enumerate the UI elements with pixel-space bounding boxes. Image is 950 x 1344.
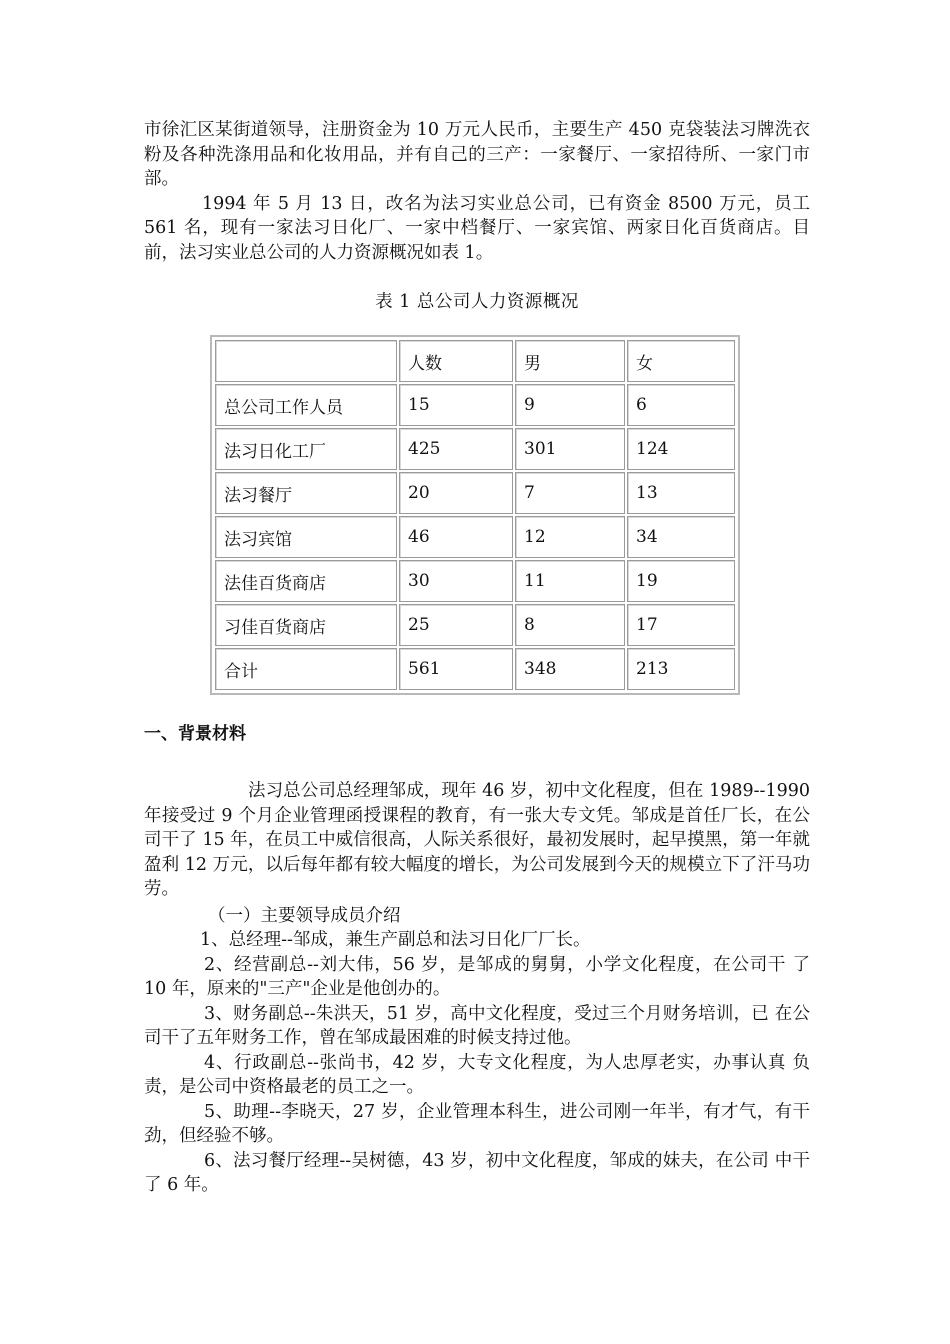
header-cell: 人数 [399, 340, 513, 382]
table-cell: 11 [515, 560, 625, 602]
table-cell: 15 [399, 384, 513, 426]
table-row [215, 428, 735, 470]
table-cell: 法习日化工厂 [215, 428, 397, 470]
intro-paragraph: 市徐汇区某街道领导，注册资金为 10 万元人民币，主要生产 450 克袋装法习牌洗衣粉及各种洗涤用品和化妆用品，并有自己的三产：一家餐厅、一家招待所、一家门市部。 [144, 120, 810, 189]
table-row [215, 604, 735, 646]
header-cell: 女 [627, 340, 735, 382]
hr-table [213, 338, 737, 692]
table-cell: 合计 [215, 648, 397, 690]
table-row [215, 516, 735, 558]
table-cell: 9 [515, 384, 625, 426]
table-cell: 301 [515, 428, 625, 470]
table-cell: 25 [399, 604, 513, 646]
table-caption: 表 1 总公司人力资源概况 [375, 292, 579, 312]
header-cell: 男 [515, 340, 625, 382]
list-item: 2、经营副总--刘大伟，56 岁，是邹成的舅舅，小学文化程度，在公司干 了 10 年，原来的"三产"企业是他创办的。 [144, 954, 810, 999]
table-cell: 46 [399, 516, 513, 558]
table-cell: 124 [627, 428, 735, 470]
background-paragraph: 法习总公司总经理邹成，现年 46 岁，初中文化程度，但在 1989--1990 年接受过 9 个月企业管理函授课程的教育，有一张大专文凭。邹成是首任厂长，在公司干了 15 年，在员工中威信很高，人际关系很好，最初发展时，起早摸黑，第一年就盈利 12 万元，以后每年都有较大幅度的增长，为公司发展到今天的规模立下了汗马功劳。 [144, 781, 810, 899]
list-item: 4、行政副总--张尚书，42 岁，大专文化程度，为人忠厚老实，办事认真 负责，是公司中资格最老的员工之一。 [144, 1052, 810, 1097]
document-page [144, 118, 810, 1198]
table-cell: 习佳百货商店 [215, 604, 397, 646]
table-cell: 12 [515, 516, 625, 558]
table-row [215, 560, 735, 602]
table-cell: 213 [627, 648, 735, 690]
table-cell: 19 [627, 560, 735, 602]
intro-paragraph: 1994 年 5 月 13 日，改名为法习实业总公司，已有资金 8500 万元，员工 561 名，现有一家法习日化厂、一家中档餐厅、一家宾馆、两家日化百货商店。目前，法习实业总公司的人力资源概况如表 1。 [144, 193, 810, 263]
table-cell: 6 [627, 384, 735, 426]
subheading: （一）主要领导成员介绍 [208, 905, 401, 926]
table-total-row [215, 648, 735, 690]
table-cell: 13 [627, 472, 735, 514]
table-cell: 425 [399, 428, 513, 470]
table-cell: 7 [515, 472, 625, 514]
list-item: 6、法习餐厅经理--吴树德，43 岁，初中文化程度，邹成的妹夫，在公司 中干了 6 年。 [144, 1150, 810, 1195]
table-cell: 法习餐厅 [215, 472, 397, 514]
hr-table-frame [210, 335, 740, 695]
section-heading: 一、背景材料 [144, 724, 246, 744]
table-cell: 30 [399, 560, 513, 602]
table-cell: 561 [399, 648, 513, 690]
header-cell [215, 340, 397, 382]
table-cell: 17 [627, 604, 735, 646]
table-row [215, 384, 735, 426]
list-item: 1、总经理--邹成，兼生产副总和法习日化厂厂长。 [200, 930, 591, 950]
table-cell: 法佳百货商店 [215, 560, 397, 602]
table-cell: 20 [399, 472, 513, 514]
table-cell: 34 [627, 516, 735, 558]
list-item: 3、财务副总--朱洪天，51 岁，高中文化程度，受过三个月财务培训，已 在公司干了五年财务工作，曾在邹成最困难的时候支持过他。 [144, 1003, 810, 1048]
list-item: 5、助理--李晓天，27 岁，企业管理本科生，进公司刚一年半，有才气，有干劲，但经验不够。 [144, 1101, 810, 1146]
table-cell: 法习宾馆 [215, 516, 397, 558]
table-row [215, 472, 735, 514]
table-cell: 总公司工作人员 [215, 384, 397, 426]
table-header-row [215, 340, 735, 382]
table-cell: 348 [515, 648, 625, 690]
table-cell: 8 [515, 604, 625, 646]
